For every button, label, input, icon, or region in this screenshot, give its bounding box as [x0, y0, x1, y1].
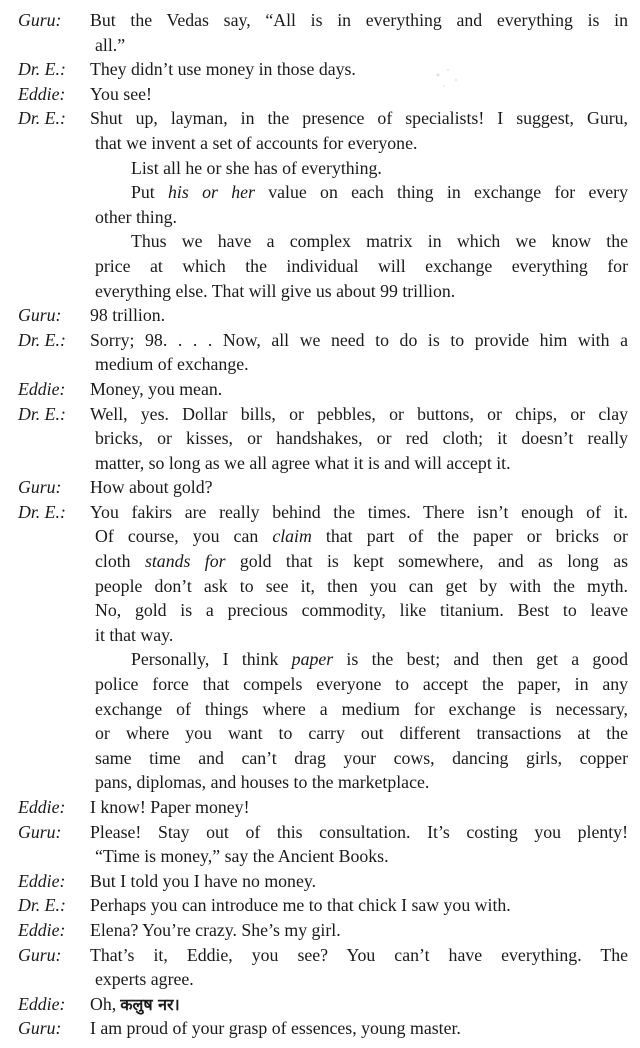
dialogue-text: “Time is money,” say the Ancient Books.	[95, 846, 389, 867]
dialogue-line	[0, 131, 640, 156]
dialogue-text: Please! Stay out of this consultation. It’s costing you plenty!	[90, 821, 628, 842]
dialogue-text: Put his or her value on each thing in exchange for every	[131, 182, 628, 203]
dialogue-lines	[0, 8, 640, 1041]
dialogue-line	[0, 647, 640, 672]
dialogue-text: Perhaps you can introduce me to that chick I saw you with.	[90, 895, 511, 916]
dialogue-line	[0, 402, 640, 427]
dialogue-line	[0, 574, 640, 599]
speaker-label: Eddie:	[18, 378, 66, 399]
speaker-label: Guru:	[18, 477, 62, 498]
dialogue-line	[0, 598, 640, 623]
dialogue-line	[0, 451, 640, 476]
dialogue-text: medium of exchange.	[95, 354, 249, 375]
emphasis-text: stands for	[144, 551, 226, 572]
dialogue-text: everything else. That will give us about 99 trillion.	[95, 280, 456, 301]
dialogue-line	[0, 524, 640, 549]
dialogue-line	[0, 795, 640, 820]
speaker-label: Dr. E.:	[18, 895, 66, 916]
dialogue-text: List all he or she has of everything.	[131, 157, 382, 178]
emphasis-text: paper	[291, 649, 334, 670]
dialogue-line	[0, 33, 640, 58]
dialogue-text: They didn’t use money in those days.	[90, 59, 356, 80]
dialogue-text: I know! Paper money!	[90, 797, 250, 817]
dialogue-text: Shut up, layman, in the presence of specialists! I suggest, Guru,	[90, 108, 628, 129]
dialogue-line	[0, 943, 640, 968]
dialogue-page	[0, 8, 640, 1041]
dialogue-line	[0, 869, 640, 894]
dialogue-line	[0, 721, 640, 746]
smudge-mark	[418, 60, 478, 100]
dialogue-line	[0, 992, 640, 1017]
dialogue-text: it that way.	[95, 624, 174, 645]
dialogue-text: No, gold is a precious commodity, like titanium. Best to leave	[95, 600, 628, 621]
dialogue-text: That’s it, Eddie, you see? You can’t have everything. The	[90, 944, 628, 965]
dialogue-text: or where you want to carry out different transactions at the	[95, 723, 628, 744]
dialogue-line	[0, 844, 640, 869]
dialogue-line	[0, 475, 640, 500]
speaker-label: Dr. E.:	[18, 108, 66, 129]
dialogue-text: bricks, or kisses, or handshakes, or red cloth; it doesn’t really	[95, 428, 628, 449]
dialogue-text: matter, so long as we all agree what it is and will accept it.	[95, 452, 511, 473]
speaker-label: Eddie:	[18, 797, 66, 817]
speaker-label: Dr. E.:	[18, 59, 66, 80]
dialogue-line	[0, 820, 640, 845]
dialogue-text: police force that compels everyone to accept the paper, in any	[95, 674, 628, 695]
speaker-label: Guru:	[18, 10, 62, 30]
dialogue-text: other thing.	[95, 206, 177, 227]
dialogue-line	[0, 1016, 640, 1041]
dialogue-line	[0, 82, 640, 107]
devanagari-handwriting: कलुष नर।	[120, 995, 180, 1015]
dialogue-line	[0, 672, 640, 697]
dialogue-text: all.”	[95, 34, 126, 55]
dialogue-line	[0, 746, 640, 771]
speaker-label: Eddie:	[18, 993, 66, 1014]
dialogue-line	[0, 770, 640, 795]
speaker-label: Eddie:	[18, 919, 66, 940]
dialogue-line	[0, 57, 640, 82]
dialogue-text: that we invent a set of accounts for everyone.	[95, 132, 418, 153]
dialogue-line	[0, 254, 640, 279]
speaker-label: Guru:	[18, 1018, 62, 1039]
dialogue-line	[0, 279, 640, 304]
dialogue-text: people don’t ask to see it, then you can get by with the myth.	[95, 575, 628, 596]
dialogue-text: 98 trillion.	[90, 305, 166, 326]
speaker-label: Dr. E.:	[18, 501, 66, 522]
dialogue-line	[0, 697, 640, 722]
dialogue-text: same time and can’t drag your cows, dancing girls, copper	[95, 747, 628, 768]
dialogue-line	[0, 180, 640, 205]
dialogue-line	[0, 500, 640, 525]
speaker-label: Guru:	[18, 821, 62, 842]
dialogue-text: You see!	[90, 83, 152, 104]
speaker-label: Guru:	[18, 944, 62, 965]
dialogue-line	[0, 303, 640, 328]
dialogue-line	[0, 918, 640, 943]
dialogue-text: cloth stands for gold that is kept somewhere, and as long as	[95, 551, 628, 572]
dialogue-line	[0, 623, 640, 648]
dialogue-line	[0, 106, 640, 131]
dialogue-text: But the Vedas say, “All is in everything and everything is in	[90, 10, 628, 30]
dialogue-text: Oh, कलुष नर।	[90, 992, 180, 1018]
speaker-label: Eddie:	[18, 83, 66, 104]
dialogue-line	[0, 967, 640, 992]
dialogue-line	[0, 8, 640, 33]
dialogue-text: Money, you mean.	[90, 378, 223, 399]
dialogue-text: exchange of things where a medium for exchange is necessary,	[95, 698, 628, 719]
dialogue-text: Personally, I think paper is the best; and then get a good	[131, 649, 628, 670]
dialogue-text: How about gold?	[90, 477, 213, 498]
dialogue-text: Sorry; 98. . . . Now, all we need to do is to provide him with a	[90, 329, 628, 350]
dialogue-text: But I told you I have no money.	[90, 870, 317, 891]
speaker-label: Eddie:	[18, 870, 66, 891]
dialogue-text: You fakirs are really behind the times. There isn’t enough of it.	[90, 501, 628, 522]
speaker-label: Dr. E.:	[18, 403, 66, 424]
dialogue-text: price at which the individual will exchange everything for	[95, 255, 628, 276]
dialogue-line	[0, 549, 640, 574]
dialogue-text: Thus we have a complex matrix in which we know the	[131, 231, 628, 252]
speaker-label: Dr. E.:	[18, 329, 66, 350]
dialogue-text: experts agree.	[95, 969, 194, 990]
dialogue-text: Elena? You’re crazy. She’s my girl.	[90, 919, 341, 940]
dialogue-text: I am proud of your grasp of essences, young master.	[90, 1018, 461, 1039]
dialogue-text: Of course, you can claim that part of the paper or bricks or	[95, 526, 628, 547]
dialogue-text: pans, diplomas, and houses to the marketplace.	[95, 772, 430, 793]
dialogue-line	[0, 893, 640, 918]
dialogue-line	[0, 426, 640, 451]
emphasis-text: claim	[272, 526, 312, 547]
dialogue-line	[0, 328, 640, 353]
dialogue-line	[0, 377, 640, 402]
dialogue-text: Well, yes. Dollar bills, or pebbles, or buttons, or chips, or clay	[90, 403, 628, 424]
dialogue-line	[0, 229, 640, 254]
dialogue-line	[0, 205, 640, 230]
emphasis-text: his or her	[168, 182, 255, 203]
dialogue-line	[0, 352, 640, 377]
dialogue-line	[0, 156, 640, 181]
speaker-label: Guru:	[18, 305, 62, 326]
